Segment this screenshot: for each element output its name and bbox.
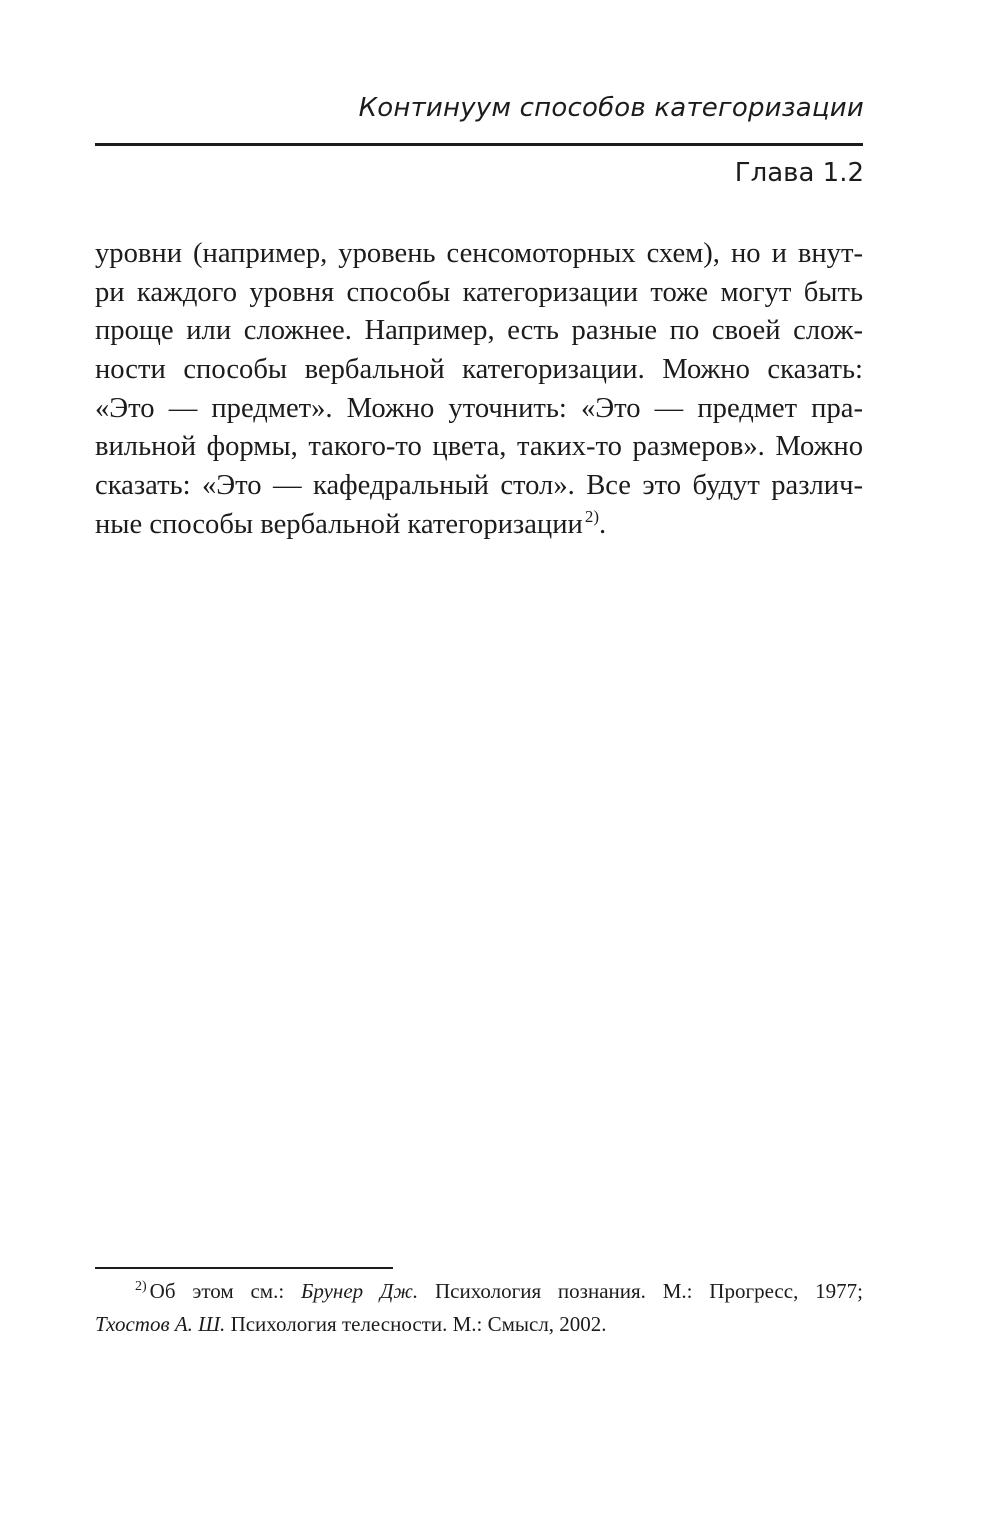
chapter-label: Глава 1.2 [734,158,864,188]
footnote-lead: Об этом см.: [149,1279,301,1303]
footnote-author: Брунер Дж. [301,1279,419,1303]
footnote-reference-text: Психология познания. М.: Прогресс, 1977; [418,1279,863,1303]
running-title: Континуум способов категоризации [358,93,864,123]
footnote-line [95,1308,863,1341]
header-rule [95,143,863,146]
body-paragraph [95,235,863,545]
body-line: проще или сложнее. Например, есть разные по своей слож- [95,315,863,347]
footnote-author: Тхостов А. Ш. [95,1311,226,1336]
footnote [95,1275,863,1340]
body-line-text: ные способы вербальной категоризации [95,508,583,540]
footnote-reference[interactable]: 2) [584,506,599,526]
body-line: сказать: «Это — кафедральный стол». Все это будут различ- [95,470,863,502]
body-line: ности способы вербальной категоризации. Можно сказать: [95,354,863,386]
body-line: уровни (например, уровень сенсомоторных схем), но и внут- [95,238,863,269]
footnote-line [95,1275,863,1308]
body-line: «Это — предмет». Можно уточнить: «Это — предмет пра- [95,392,863,424]
footnote-marker: 2) [135,1279,147,1294]
footnote-reference-text: Психология телесности. М.: Смысл, 2002. [225,1311,607,1336]
body-line: вильной формы, такого-то цвета, таких-то размеров». Можно [95,431,863,463]
body-line: ри каждого уровня способы категоризации тоже могут быть [95,276,863,308]
footnote-rule [95,1267,393,1269]
final-punctuation: . [599,508,607,540]
body-line-last [95,506,863,545]
